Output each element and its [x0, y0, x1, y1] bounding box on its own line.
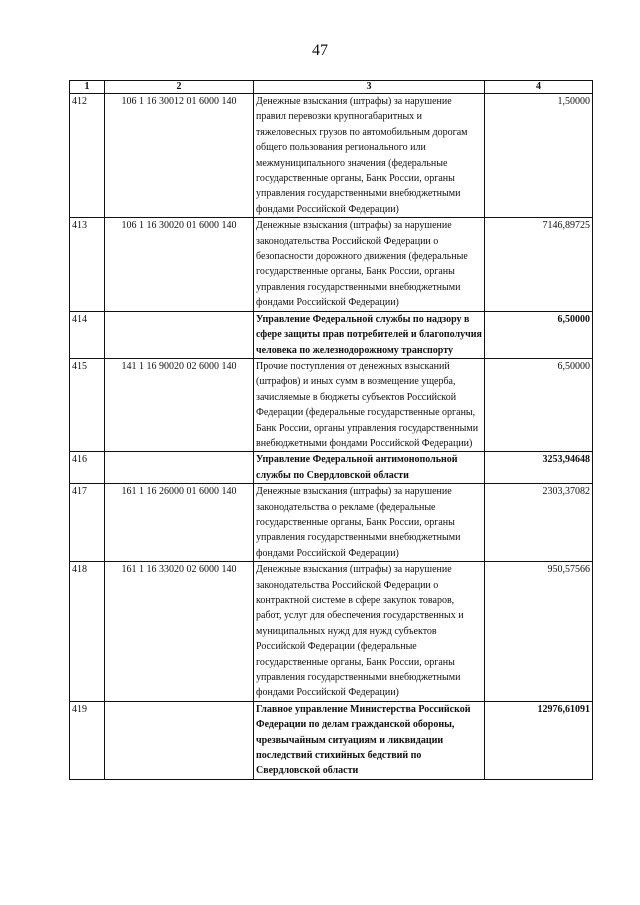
- amount-cell: 7146,89725: [485, 218, 593, 311]
- revenue-name-cell: Денежные взыскания (штрафы) за нарушение законодательства о рекламе (федеральные государственные органы, Банк России, органы управления государственными внебюджетными фондами Российской Федерации): [254, 484, 485, 562]
- budget-revenue-table: [69, 80, 593, 780]
- revenue-name-cell: Управление Федеральной антимонопольной службы по Свердловской области: [254, 452, 485, 484]
- table-row: [70, 701, 593, 779]
- budget-code-cell: [105, 311, 254, 358]
- revenue-name-cell: Денежные взыскания (штрафы) за нарушение правил перевозки крупногабаритных и тяжеловесных грузов по автомобильным дорогам общего пользования регионального или межмуниципального значения (федеральные государственные органы, Банк России, органы управления государственными внебюджетными фондами Российской Федерации): [254, 94, 485, 218]
- revenue-name-cell: Управление Федеральной службы по надзору в сфере защиты прав потребителей и благополучия человека по железнодорожному транспорту: [254, 311, 485, 358]
- table-row: [70, 358, 593, 451]
- row-number-cell: 415: [70, 358, 105, 451]
- row-number-cell: 416: [70, 452, 105, 484]
- revenue-name-cell: Прочие поступления от денежных взысканий (штрафов) и иных сумм в возмещение ущерба, зачисляемые в бюджеты субъектов Российской Федерации (федеральные государственные органы, Банк России, органы управления государственными внебюджетными фондами Российской Федерации): [254, 358, 485, 451]
- row-number-cell: 417: [70, 484, 105, 562]
- row-number-cell: 419: [70, 701, 105, 779]
- column-header-4: 4: [485, 81, 593, 94]
- row-number-cell: 413: [70, 218, 105, 311]
- budget-code-cell: [105, 452, 254, 484]
- column-header-3: 3: [254, 81, 485, 94]
- amount-cell: 3253,94648: [485, 452, 593, 484]
- revenue-name-cell: Главное управление Министерства Российской Федерации по делам гражданской обороны, чрезвычайным ситуациям и ликвидации последствий стихийных бедствий по Свердловской области: [254, 701, 485, 779]
- table-header-row: [70, 81, 593, 94]
- row-number-cell: 412: [70, 94, 105, 218]
- budget-code-cell: 106 1 16 30020 01 6000 140: [105, 218, 254, 311]
- amount-cell: 2303,37082: [485, 484, 593, 562]
- budget-code-cell: 106 1 16 30012 01 6000 140: [105, 94, 254, 218]
- budget-code-cell: 161 1 16 33020 02 6000 140: [105, 562, 254, 702]
- amount-cell: 1,50000: [485, 94, 593, 218]
- amount-cell: 950,57566: [485, 562, 593, 702]
- table-body: [70, 94, 593, 780]
- revenue-name-cell: Денежные взыскания (штрафы) за нарушение законодательства Российской Федерации о безопасности дорожного движения (федеральные государственные органы, Банк России, органы управления государственными внебюджетными фондами Российской Федерации): [254, 218, 485, 311]
- row-number-cell: 414: [70, 311, 105, 358]
- budget-code-cell: 141 1 16 90020 02 6000 140: [105, 358, 254, 451]
- budget-code-cell: 161 1 16 26000 01 6000 140: [105, 484, 254, 562]
- column-header-1: 1: [70, 81, 105, 94]
- amount-cell: 6,50000: [485, 311, 593, 358]
- row-number-cell: 418: [70, 562, 105, 702]
- budget-code-cell: [105, 701, 254, 779]
- amount-cell: 6,50000: [485, 358, 593, 451]
- table-row: [70, 484, 593, 562]
- table-row: [70, 218, 593, 311]
- table-row: [70, 452, 593, 484]
- table-row: [70, 94, 593, 218]
- column-header-2: 2: [105, 81, 254, 94]
- page-number: 47: [312, 42, 328, 59]
- amount-cell: 12976,61091: [485, 701, 593, 779]
- table-row: [70, 311, 593, 358]
- revenue-name-cell: Денежные взыскания (штрафы) за нарушение законодательства Российской Федерации о контрактной системе в сфере закупок товаров, работ, услуг для обеспечения государственных и муниципальных нужд для нужд субъектов Российской Федерации (федеральные государственные органы, Банк России, органы управления государственными внебюджетными фондами Российской Федерации): [254, 562, 485, 702]
- table-row: [70, 562, 593, 702]
